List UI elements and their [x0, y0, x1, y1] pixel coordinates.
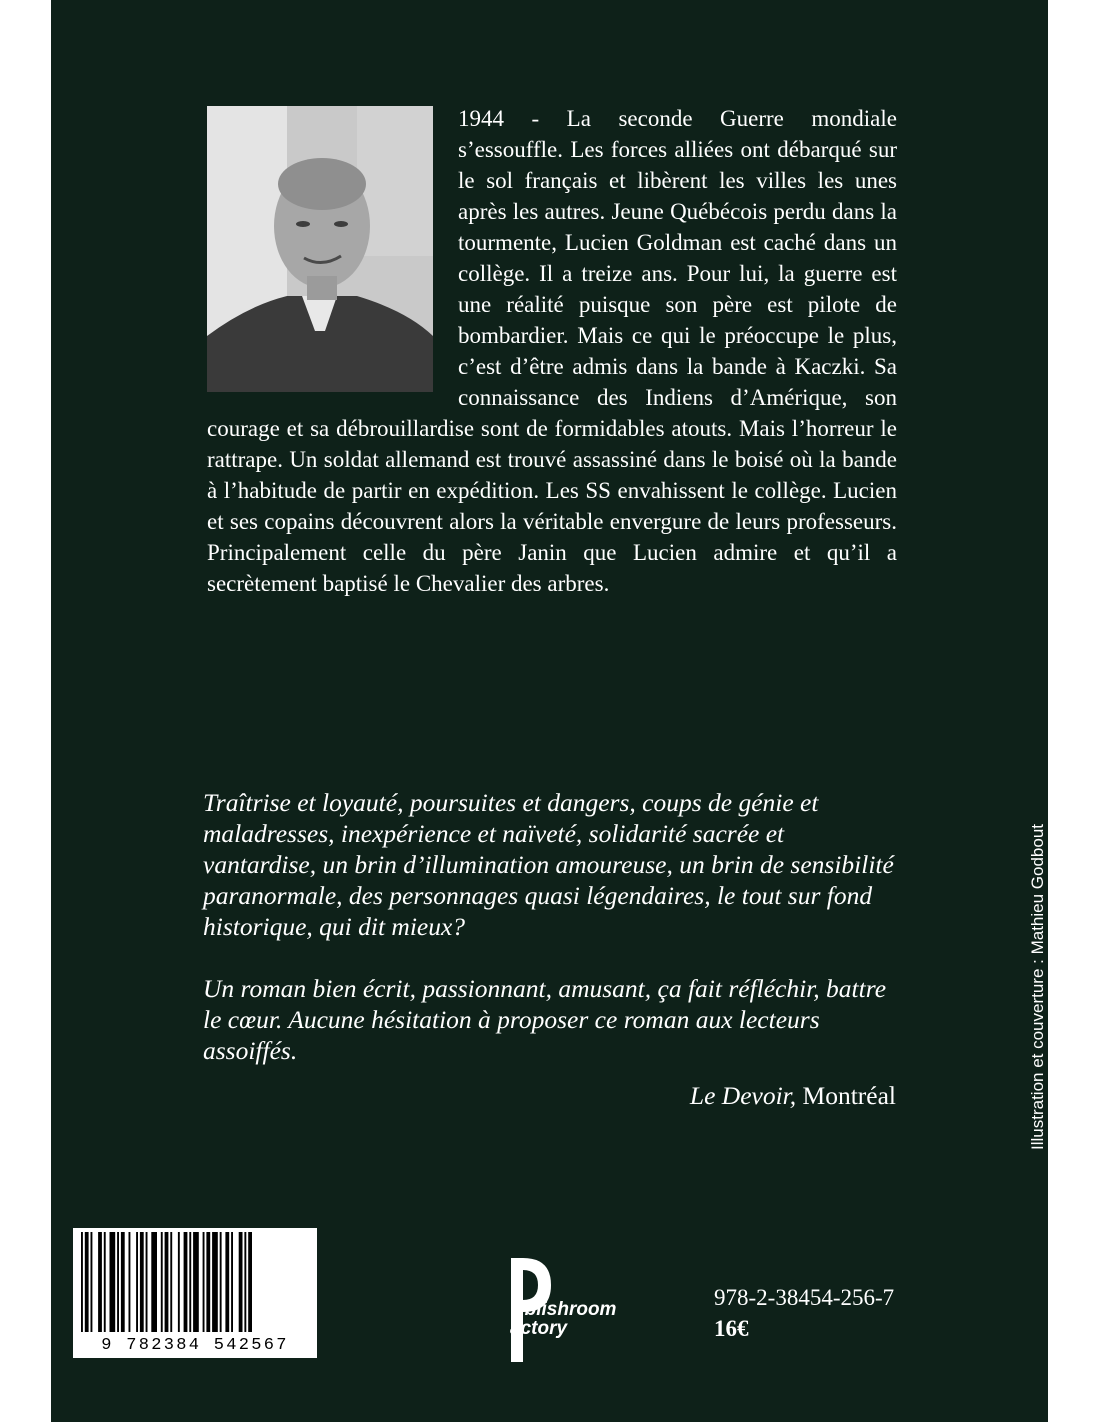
- barcode-bar: [178, 1232, 180, 1332]
- barcode-bar: [244, 1232, 246, 1332]
- press-review: [203, 787, 903, 1097]
- synopsis: [207, 103, 897, 599]
- barcode-bars: [73, 1228, 317, 1338]
- barcode-bar: [91, 1232, 93, 1332]
- back-cover: [51, 0, 1048, 1422]
- barcode-bar: [129, 1232, 131, 1332]
- barcode-bar: [165, 1232, 169, 1332]
- barcode-bar: [117, 1232, 119, 1332]
- barcode-bar: [220, 1232, 222, 1332]
- barcode-digits: 9 782384 542567: [101, 1336, 289, 1355]
- photo-spacer: [207, 103, 433, 393]
- barcode-bar: [184, 1232, 188, 1332]
- barcode-bar: [189, 1232, 191, 1332]
- publisher-line-1: ublishroom: [513, 1299, 617, 1320]
- review-attribution: [690, 1080, 896, 1111]
- publisher-logo: [491, 1250, 651, 1365]
- barcode-bar: [212, 1232, 218, 1332]
- review-paragraph-2: Un roman bien écrit, passionnant, amusant, ça fait réfléchir, battre le cœur. Aucune hésitation à proposer ce roman aux lecteurs assoiffés.: [203, 974, 887, 1065]
- barcode-bar: [203, 1232, 205, 1332]
- barcode-bar: [98, 1232, 102, 1332]
- barcode-bar: [85, 1232, 89, 1332]
- barcode-bar: [81, 1232, 83, 1332]
- barcode-bar: [225, 1232, 229, 1332]
- barcode-bar: [161, 1232, 163, 1332]
- review-paragraph-1: Traîtrise et loyauté, poursuites et dangers, coups de génie et maladresses, inexpérience et naïveté, solidarité sacrée et vantardise, un brin d’illumination amoureuse, un brin de sensibilité paranormale, des personnages quasi légendaires, le tout sur fond historique, qui dit mieux?: [203, 788, 894, 941]
- barcode-bar: [140, 1232, 144, 1332]
- publisher-name: [510, 1299, 617, 1339]
- barcode-bar: [193, 1232, 199, 1332]
- barcode-bar: [104, 1232, 106, 1332]
- barcode-bar: [206, 1232, 210, 1332]
- barcode-bar: [146, 1232, 148, 1332]
- cover-credit: Illustration et couverture : Mathieu Godbout: [1028, 823, 1047, 1150]
- barcode-bar: [239, 1232, 243, 1332]
- isbn: 978-2-38454-256-7: [714, 1285, 895, 1310]
- barcode-bar: [121, 1232, 125, 1332]
- barcode: [73, 1228, 317, 1358]
- barcode-bar: [170, 1232, 172, 1332]
- review-city: Montréal: [796, 1081, 896, 1110]
- publisher-line-2: actory: [510, 1318, 568, 1339]
- barcode-bar: [110, 1232, 116, 1332]
- barcode-bar: [151, 1232, 157, 1332]
- barcode-bar: [231, 1232, 233, 1332]
- price: 16€: [714, 1316, 749, 1341]
- barcode-bar: [248, 1232, 252, 1332]
- barcode-bar: [136, 1232, 138, 1332]
- review-source: Le Devoir,: [689, 1081, 797, 1110]
- synopsis-text: 1944 - La seconde Guerre mondiale s’essouffle. Les forces alliées ont débarqué sur le sol français et libèrent les villes les unes après les autres. Jeune Québécois perdu dans la tourmente, Lucien Goldman est caché dans un collège. Il a treize ans. Pour lui, la guerre est une réalité puisque son père est pilote de bombardier. Mais ce qui le préoccupe le plus, c’est d’être admis dans la bande à Kaczki. Sa connaissance des Indiens d’Amérique, son courage et sa débrouillardise sont de formidables atouts. Mais l’horreur le rattrape. Un soldat allemand est trouvé assassiné dans le boisé où la bande à l’habitude de partir en expédition. Les SS envahissent le collège. Lucien et ses copains découvrent alors la véritable envergure de leurs professeurs. Principalement celle du père Janin que Lucien admire et qu’il a secrètement baptisé le Chevalier des arbres.: [207, 106, 897, 596]
